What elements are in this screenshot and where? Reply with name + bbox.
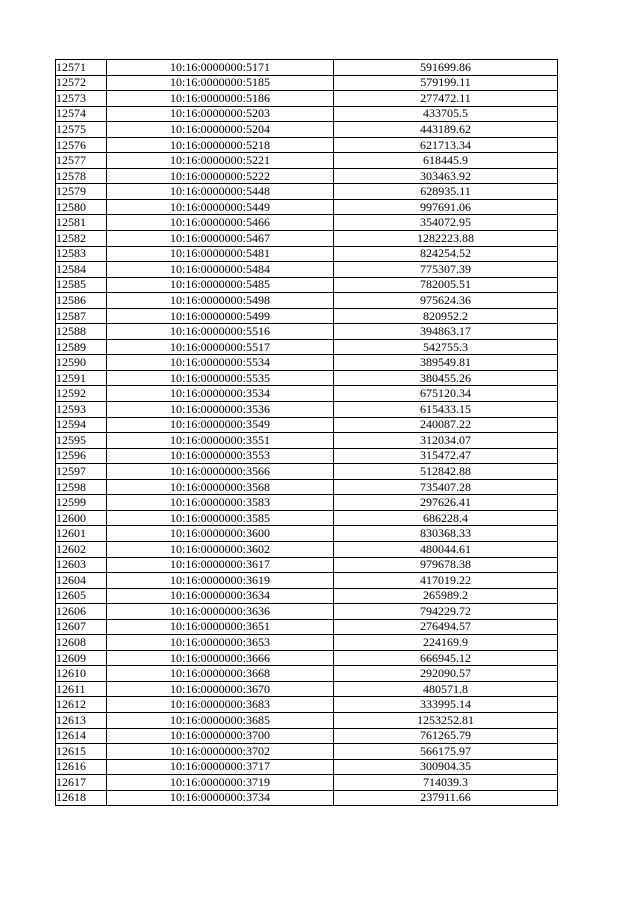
table-row	[56, 246, 558, 262]
cadastral-number-cell: 10:16:0000000:5204	[107, 122, 334, 138]
table-row	[56, 697, 558, 713]
table-row	[56, 464, 558, 480]
cadastral-number-cell: 10:16:0000000:3685	[107, 712, 334, 728]
amount-cell: 297626.41	[334, 495, 558, 511]
row-number-cell: 12575	[56, 122, 107, 138]
amount-cell: 979678.38	[334, 557, 558, 573]
amount-cell: 675120.34	[334, 386, 558, 402]
row-number-cell: 12604	[56, 573, 107, 589]
row-number-cell: 12579	[56, 184, 107, 200]
row-number-cell: 12593	[56, 402, 107, 418]
cadastral-number-cell: 10:16:0000000:3536	[107, 402, 334, 418]
row-number-cell: 12591	[56, 370, 107, 386]
table-row	[56, 137, 558, 153]
table-row	[56, 635, 558, 651]
row-number-cell: 12584	[56, 262, 107, 278]
row-number-cell: 12601	[56, 526, 107, 542]
row-number-cell: 12597	[56, 464, 107, 480]
cadastral-number-cell: 10:16:0000000:3670	[107, 681, 334, 697]
table-row	[56, 650, 558, 666]
row-number-cell: 12603	[56, 557, 107, 573]
table-row	[56, 277, 558, 293]
table-row	[56, 324, 558, 340]
table-row	[56, 91, 558, 107]
table-row	[56, 744, 558, 760]
row-number-cell: 12598	[56, 479, 107, 495]
row-number-cell: 12615	[56, 744, 107, 760]
cadastral-number-cell: 10:16:0000000:3683	[107, 697, 334, 713]
table-row	[56, 479, 558, 495]
amount-cell: 265989.2	[334, 588, 558, 604]
amount-cell: 333995.14	[334, 697, 558, 713]
amount-cell: 761265.79	[334, 728, 558, 744]
cadastral-number-cell: 10:16:0000000:3566	[107, 464, 334, 480]
table-row	[56, 215, 558, 231]
amount-cell: 775307.39	[334, 262, 558, 278]
amount-cell: 714039.3	[334, 775, 558, 791]
amount-cell: 782005.51	[334, 277, 558, 293]
cadastral-number-cell: 10:16:0000000:5221	[107, 153, 334, 169]
table-row	[56, 60, 558, 76]
table-row	[56, 775, 558, 791]
cadastral-number-cell: 10:16:0000000:3634	[107, 588, 334, 604]
cadastral-number-cell: 10:16:0000000:5222	[107, 168, 334, 184]
amount-cell: 380455.26	[334, 370, 558, 386]
table-row	[56, 386, 558, 402]
cadastral-number-cell: 10:16:0000000:3600	[107, 526, 334, 542]
table-row	[56, 355, 558, 371]
table-body	[56, 60, 558, 806]
table-row	[56, 495, 558, 511]
row-number-cell: 12580	[56, 199, 107, 215]
amount-cell: 824254.52	[334, 246, 558, 262]
table-row	[56, 510, 558, 526]
cadastral-number-cell: 10:16:0000000:3700	[107, 728, 334, 744]
amount-cell: 820952.2	[334, 308, 558, 324]
cadastral-number-cell: 10:16:0000000:3602	[107, 541, 334, 557]
row-number-cell: 12612	[56, 697, 107, 713]
row-number-cell: 12618	[56, 790, 107, 806]
table-row	[56, 308, 558, 324]
row-number-cell: 12581	[56, 215, 107, 231]
row-number-cell: 12611	[56, 681, 107, 697]
cadastral-number-cell: 10:16:0000000:3702	[107, 744, 334, 760]
table-row	[56, 712, 558, 728]
row-number-cell: 12605	[56, 588, 107, 604]
amount-cell: 224169.9	[334, 635, 558, 651]
table-row	[56, 681, 558, 697]
cadastral-number-cell: 10:16:0000000:5203	[107, 106, 334, 122]
row-number-cell: 12606	[56, 604, 107, 620]
amount-cell: 542755.3	[334, 339, 558, 355]
amount-cell: 794229.72	[334, 604, 558, 620]
row-number-cell: 12590	[56, 355, 107, 371]
amount-cell: 579199.11	[334, 75, 558, 91]
amount-cell: 618445.9	[334, 153, 558, 169]
row-number-cell: 12573	[56, 91, 107, 107]
amount-cell: 417019.22	[334, 573, 558, 589]
table-row	[56, 231, 558, 247]
row-number-cell: 12602	[56, 541, 107, 557]
table-row	[56, 262, 558, 278]
cadastral-number-cell: 10:16:0000000:3668	[107, 666, 334, 682]
row-number-cell: 12585	[56, 277, 107, 293]
amount-cell: 394863.17	[334, 324, 558, 340]
row-number-cell: 12578	[56, 168, 107, 184]
amount-cell: 975624.36	[334, 293, 558, 309]
cadastral-number-cell: 10:16:0000000:5481	[107, 246, 334, 262]
row-number-cell: 12614	[56, 728, 107, 744]
table-row	[56, 168, 558, 184]
table-row	[56, 75, 558, 91]
row-number-cell: 12592	[56, 386, 107, 402]
cadastral-number-cell: 10:16:0000000:5185	[107, 75, 334, 91]
row-number-cell: 12617	[56, 775, 107, 791]
cadastral-number-cell: 10:16:0000000:3551	[107, 433, 334, 449]
cadastral-number-cell: 10:16:0000000:3619	[107, 573, 334, 589]
cadastral-number-cell: 10:16:0000000:5498	[107, 293, 334, 309]
table-row	[56, 619, 558, 635]
cadastral-number-cell: 10:16:0000000:5499	[107, 308, 334, 324]
amount-cell: 480571.8	[334, 681, 558, 697]
cadastral-number-cell: 10:16:0000000:3568	[107, 479, 334, 495]
row-number-cell: 12594	[56, 417, 107, 433]
table-row	[56, 557, 558, 573]
row-number-cell: 12572	[56, 75, 107, 91]
table-row	[56, 106, 558, 122]
cadastral-number-cell: 10:16:0000000:5466	[107, 215, 334, 231]
amount-cell: 276494.57	[334, 619, 558, 635]
cadastral-number-cell: 10:16:0000000:5534	[107, 355, 334, 371]
cadastral-number-cell: 10:16:0000000:5448	[107, 184, 334, 200]
amount-cell: 591699.86	[334, 60, 558, 76]
amount-cell: 277472.11	[334, 91, 558, 107]
row-number-cell: 12596	[56, 448, 107, 464]
cadastral-number-cell: 10:16:0000000:5516	[107, 324, 334, 340]
amount-cell: 240087.22	[334, 417, 558, 433]
table-row	[56, 604, 558, 620]
amount-cell: 1282223.88	[334, 231, 558, 247]
cadastral-number-cell: 10:16:0000000:3585	[107, 510, 334, 526]
amount-cell: 433705.5	[334, 106, 558, 122]
amount-cell: 312034.07	[334, 433, 558, 449]
table-row	[56, 666, 558, 682]
row-number-cell: 12576	[56, 137, 107, 153]
amount-cell: 628935.11	[334, 184, 558, 200]
row-number-cell: 12587	[56, 308, 107, 324]
table-row	[56, 433, 558, 449]
table-row	[56, 122, 558, 138]
amount-cell: 480044.61	[334, 541, 558, 557]
cadastral-number-cell: 10:16:0000000:3553	[107, 448, 334, 464]
row-number-cell: 12571	[56, 60, 107, 76]
table-row	[56, 199, 558, 215]
cadastral-number-cell: 10:16:0000000:5484	[107, 262, 334, 278]
table-row	[56, 790, 558, 806]
amount-cell: 615433.15	[334, 402, 558, 418]
cadastral-number-cell: 10:16:0000000:5535	[107, 370, 334, 386]
row-number-cell: 12599	[56, 495, 107, 511]
table-row	[56, 759, 558, 775]
amount-cell: 389549.81	[334, 355, 558, 371]
row-number-cell: 12577	[56, 153, 107, 169]
table-row	[56, 184, 558, 200]
cadastral-number-cell: 10:16:0000000:5485	[107, 277, 334, 293]
table-row	[56, 293, 558, 309]
amount-cell: 686228.4	[334, 510, 558, 526]
row-number-cell: 12610	[56, 666, 107, 682]
amount-cell: 354072.95	[334, 215, 558, 231]
amount-cell: 292090.57	[334, 666, 558, 682]
cadastral-number-cell: 10:16:0000000:5171	[107, 60, 334, 76]
table-row	[56, 402, 558, 418]
row-number-cell: 12608	[56, 635, 107, 651]
row-number-cell: 12588	[56, 324, 107, 340]
cadastral-number-cell: 10:16:0000000:3617	[107, 557, 334, 573]
table-row	[56, 448, 558, 464]
amount-cell: 621713.34	[334, 137, 558, 153]
cadastral-number-cell: 10:16:0000000:5449	[107, 199, 334, 215]
table-row	[56, 573, 558, 589]
amount-cell: 666945.12	[334, 650, 558, 666]
cadastral-number-cell: 10:16:0000000:3651	[107, 619, 334, 635]
cadastral-number-cell: 10:16:0000000:3636	[107, 604, 334, 620]
cadastral-number-cell: 10:16:0000000:3734	[107, 790, 334, 806]
data-table	[55, 59, 558, 806]
cadastral-number-cell: 10:16:0000000:3666	[107, 650, 334, 666]
row-number-cell: 12582	[56, 231, 107, 247]
cadastral-number-cell: 10:16:0000000:3549	[107, 417, 334, 433]
cadastral-number-cell: 10:16:0000000:5186	[107, 91, 334, 107]
row-number-cell: 12609	[56, 650, 107, 666]
cadastral-number-cell: 10:16:0000000:3717	[107, 759, 334, 775]
amount-cell: 997691.06	[334, 199, 558, 215]
table-row	[56, 541, 558, 557]
amount-cell: 566175.97	[334, 744, 558, 760]
row-number-cell: 12607	[56, 619, 107, 635]
table-row	[56, 370, 558, 386]
cadastral-number-cell: 10:16:0000000:5218	[107, 137, 334, 153]
row-number-cell: 12583	[56, 246, 107, 262]
amount-cell: 237911.66	[334, 790, 558, 806]
row-number-cell: 12574	[56, 106, 107, 122]
cadastral-number-cell: 10:16:0000000:5517	[107, 339, 334, 355]
row-number-cell: 12589	[56, 339, 107, 355]
row-number-cell: 12616	[56, 759, 107, 775]
amount-cell: 300904.35	[334, 759, 558, 775]
table-row	[56, 153, 558, 169]
table-row	[56, 417, 558, 433]
row-number-cell: 12613	[56, 712, 107, 728]
row-number-cell: 12600	[56, 510, 107, 526]
row-number-cell: 12586	[56, 293, 107, 309]
cadastral-number-cell: 10:16:0000000:3653	[107, 635, 334, 651]
table-row	[56, 339, 558, 355]
amount-cell: 830368.33	[334, 526, 558, 542]
row-number-cell: 12595	[56, 433, 107, 449]
table-row	[56, 588, 558, 604]
cadastral-number-cell: 10:16:0000000:3583	[107, 495, 334, 511]
amount-cell: 512842.88	[334, 464, 558, 480]
amount-cell: 735407.28	[334, 479, 558, 495]
cadastral-number-cell: 10:16:0000000:3534	[107, 386, 334, 402]
cadastral-number-cell: 10:16:0000000:3719	[107, 775, 334, 791]
table-row	[56, 526, 558, 542]
table-row	[56, 728, 558, 744]
amount-cell: 315472.47	[334, 448, 558, 464]
amount-cell: 303463.92	[334, 168, 558, 184]
amount-cell: 443189.62	[334, 122, 558, 138]
cadastral-number-cell: 10:16:0000000:5467	[107, 231, 334, 247]
amount-cell: 1253252.81	[334, 712, 558, 728]
